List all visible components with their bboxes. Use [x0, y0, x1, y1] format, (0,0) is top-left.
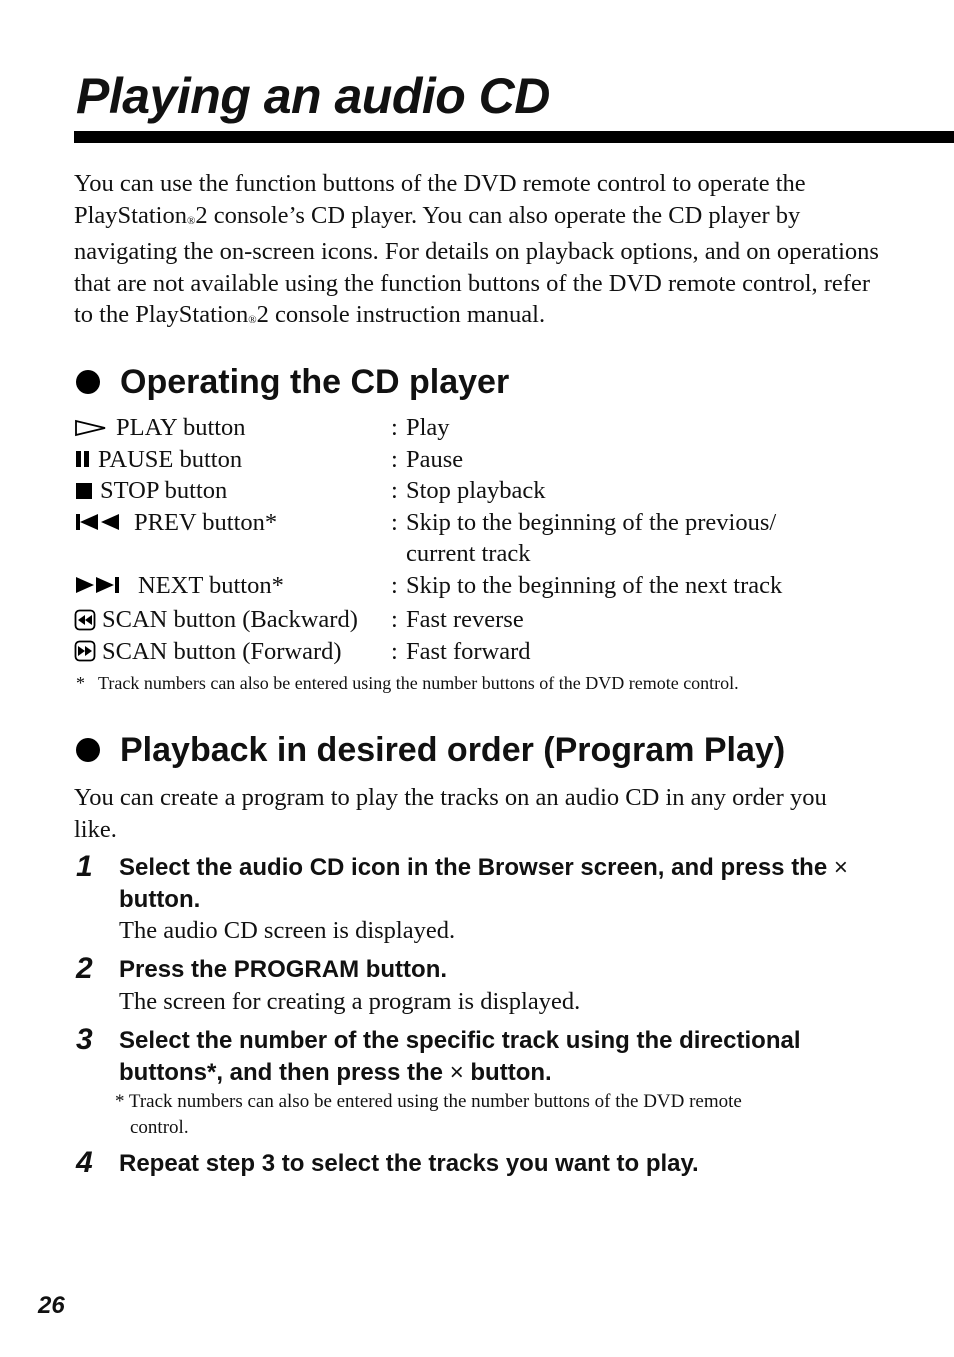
table-row — [74, 507, 934, 570]
table-row — [74, 604, 934, 636]
intro-paragraph — [74, 168, 894, 336]
prev-icon — [74, 512, 122, 532]
step-instruction: Press the PROGRAM button. — [119, 956, 448, 983]
button-label: PLAY button — [116, 414, 246, 441]
registered-mark: ® — [186, 214, 196, 227]
button-description: Skip to the beginning of the next track — [406, 571, 783, 599]
step-number: 4 — [76, 1146, 93, 1179]
button-label: PREV button* — [134, 508, 278, 536]
pause-icon — [74, 449, 92, 469]
separator: : — [391, 571, 398, 599]
cross-button-icon: × — [449, 1058, 464, 1086]
section-heading-operating — [76, 361, 509, 403]
button-label: NEXT button* — [138, 571, 284, 599]
separator: : — [391, 414, 398, 441]
section-heading-text: Playback in desired order (Program Play) — [120, 731, 786, 769]
page-title: Playing an audio CD — [76, 68, 550, 124]
step-number: 1 — [76, 850, 93, 883]
separator: : — [391, 477, 398, 504]
step-footnote: * Track numbers can also be entered using the number buttons of the DVD remote control. — [115, 1091, 742, 1138]
button-label: SCAN button (Backward) — [102, 606, 358, 633]
footnote — [76, 671, 739, 695]
step-number: 2 — [76, 952, 93, 985]
step-instruction: Select the audio CD icon in the Browser screen, and press the × button. — [119, 854, 848, 913]
button-description: Pause — [406, 445, 464, 473]
program-intro: You can create a program to play the tracks on an audio CD in any order you like. — [74, 784, 827, 843]
bullet-icon — [76, 370, 100, 394]
next-icon — [74, 575, 122, 595]
table-row — [74, 475, 934, 507]
button-function-table — [74, 412, 934, 667]
play-icon — [74, 418, 108, 438]
section-heading-text: Operating the CD player — [120, 363, 510, 401]
section-heading-program — [76, 729, 785, 771]
table-row — [74, 570, 934, 602]
intro-text-2: 2 console’s CD player. You can also operate the CD player by navigating the on-screen icons. For details on playback options, and on operations that are not available using the function buttons of the DVD remote control, refer to the PlayStation — [74, 201, 879, 328]
separator: : — [391, 445, 398, 473]
table-row — [74, 636, 934, 668]
button-description: Stop playback — [406, 477, 546, 504]
bullet-icon — [76, 738, 100, 762]
footnote-text: Track numbers can also be entered using the number buttons of the DVD remote control. — [98, 673, 739, 693]
scan-backward-icon — [74, 609, 96, 631]
button-description: Skip to the beginning of the previous/ current track — [406, 508, 777, 567]
table-row — [74, 412, 934, 444]
button-label: STOP button — [100, 477, 228, 504]
button-description: Fast reverse — [406, 606, 524, 633]
step-result: The audio CD screen is displayed. — [119, 917, 456, 944]
stop-icon — [74, 481, 94, 501]
intro-text-3: 2 console instruction manual. — [256, 301, 546, 328]
intro-text-1: You can use the function buttons of the DVD remote control to operate the PlayStation — [74, 170, 806, 229]
step-result: The screen for creating a program is displayed. — [119, 988, 581, 1015]
registered-mark: ® — [248, 314, 257, 326]
scan-forward-icon — [74, 640, 96, 662]
cross-button-icon: × — [833, 854, 848, 881]
title-rule — [74, 131, 954, 143]
separator: : — [391, 606, 398, 633]
step-instruction: Repeat step 3 to select the tracks you want to play. — [119, 1150, 699, 1177]
button-description: Fast forward — [406, 637, 531, 665]
separator: : — [391, 508, 398, 536]
step-instruction: Select the number of the specific track using the directional buttons*, and then press the × button. — [119, 1027, 801, 1086]
table-row — [74, 444, 934, 476]
footnote-marker: * — [76, 673, 85, 693]
separator: : — [391, 637, 398, 665]
button-description: Play — [406, 414, 450, 441]
step-number: 3 — [76, 1023, 93, 1056]
page-number: 26 — [38, 1292, 65, 1319]
button-label: SCAN button (Forward) — [102, 637, 342, 665]
button-label: PAUSE button — [98, 445, 243, 473]
